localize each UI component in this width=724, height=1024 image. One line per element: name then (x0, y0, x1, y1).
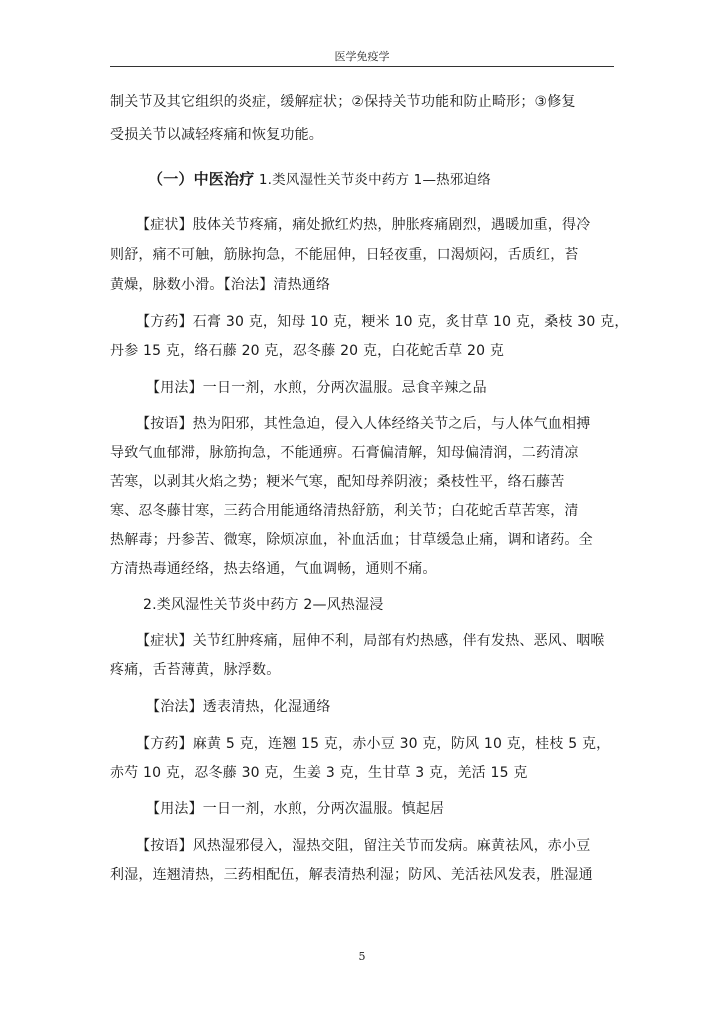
body-line: 苦寒，以剥其火焰之势；粳米气寒，配知母养阴液；桑枝性平，络石藤苦 (110, 474, 565, 490)
body-line: 【用法】一日一剂，水煎，分两次温服。忌食辛辣之品 (146, 380, 487, 396)
subsection-heading: 2.类风湿性关节炎中药方 2—风热湿浸 (143, 597, 384, 613)
body-line: 【用法】一日一剂，水煎，分两次温服。慎起居 (146, 801, 445, 817)
body-line: 【治法】透表清热，化湿通络 (146, 699, 331, 715)
body-line: 热解毒；丹参苦、微寒，除烦凉血，补血活血；甘草缓急止痛，调和诸药。全 (110, 532, 593, 548)
body-line: 受损关节以减轻疼痛和恢复功能。 (110, 127, 323, 143)
section-heading-title: （一）中医治疗 (148, 170, 255, 188)
body-line: 制关节及其它组织的炎症，缓解症状；②保持关节功能和防止畸形；③修复 (110, 94, 576, 110)
section-heading (148, 169, 491, 190)
body-line: 丹参 15 克，络石藤 20 克，忍冬藤 20 克，白花蛇舌草 20 克 (110, 343, 505, 359)
body-line: 【按语】风热湿邪侵入，湿热交阻，留注关节而发病。麻黄祛风，赤小豆 (136, 838, 591, 854)
body-line: 【症状】肢体关节疼痛，痛处掀红灼热，肿胀疼痛剧烈，遇暖加重，得冷 (136, 217, 591, 233)
body-line: 则舒，痛不可触，筋脉拘急，不能屈伸，日轻夜重，口渴烦闷，舌质红，苔 (110, 247, 579, 263)
body-line: 赤芍 10 克，忍冬藤 30 克，生姜 3 克，生甘草 3 克，羌活 15 克 (110, 765, 528, 781)
body-line: 寒、忍冬藤甘寒，三药合用能通络清热舒筋，利关节；白花蛇舌草苦寒，清 (110, 503, 579, 519)
body-line: 【方药】麻黄 5 克，连翘 15 克，赤小豆 30 克，防风 10 克，桂枝 5 克， (136, 736, 611, 752)
body-line: 利湿，连翘清热，三药相配伍，解表清热利湿；防风、羌活祛风发表，胜湿通 (110, 867, 593, 883)
body-line: 【按语】热为阳邪，其性急迫，侵入人体经络关节之后，与人体气血相搏 (136, 416, 591, 432)
body-line: 方清热毒通经络，热去络通，气血调畅，通则不痛。 (110, 561, 437, 577)
body-line: 【方药】石膏 30 克，知母 10 克，粳米 10 克，炙甘草 10 克，桑枝 30 克， (136, 314, 629, 330)
running-header: 医学免疫学 (334, 50, 390, 63)
body-line: 黄燥，脉数小滑。【治法】清热通络 (110, 277, 331, 293)
header-divider (110, 66, 614, 67)
body-line: 疼痛，舌苔薄黄，脉浮数。 (110, 662, 281, 678)
section-heading-subtitle: 1.类风湿性关节炎中药方 1—热邪迫络 (254, 172, 491, 188)
body-line: 导致气血郁滞，脉筋拘急，不能通痹。石膏偏清解，知母偏清润，二药清凉 (110, 445, 579, 461)
body-line: 【症状】关节红肿疼痛，屈伸不利，局部有灼热感，伴有发热、恶风、咽喉 (136, 633, 605, 649)
page-number: 5 (358, 950, 366, 963)
